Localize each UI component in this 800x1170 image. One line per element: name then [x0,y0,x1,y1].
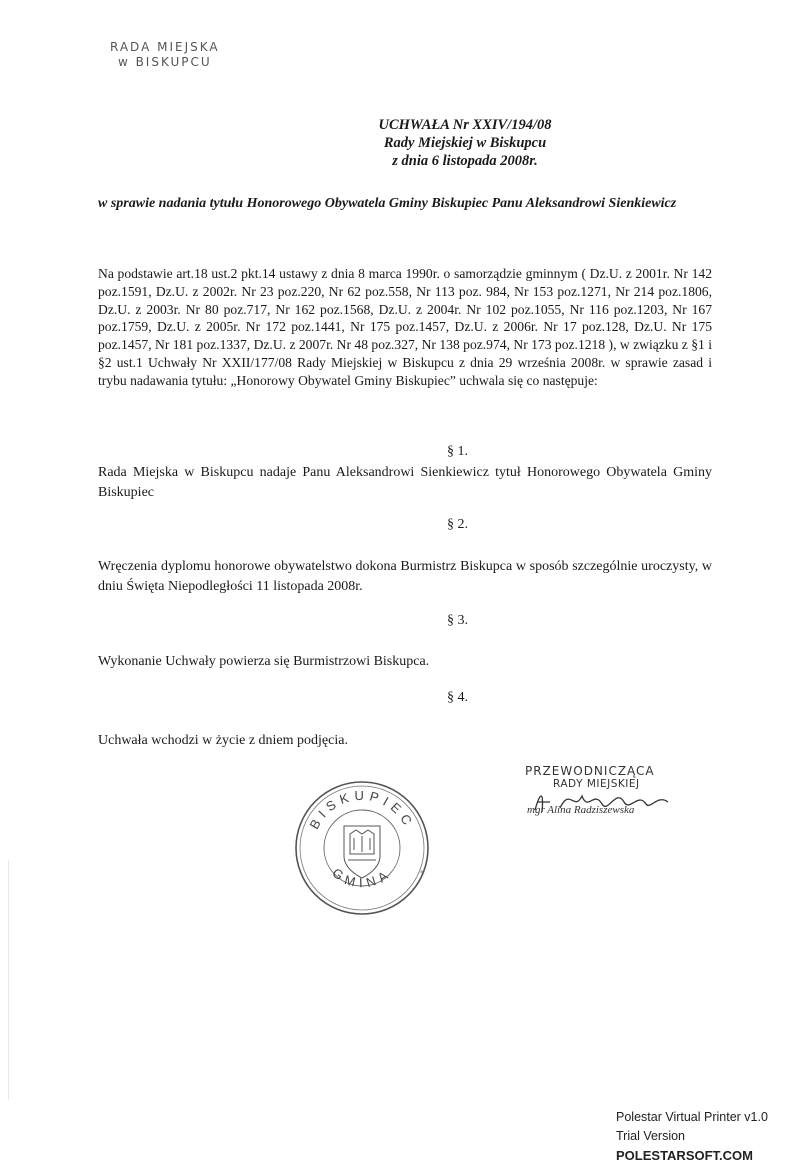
paragraph-2-text: Wręczenia dyplomu honorowe obywatelstwo dokona Burmistrz Biskupca w sposób szczególnie uroczysty, w dniu Święta Niepodległości 11 listopada 2008r. [98,559,712,594]
paragraph-4-text: Uchwała wchodzi w życie z dniem podjęcia. [98,733,348,748]
paragraph-3-sign: § 3. [447,613,468,628]
scan-edge-mark [8,860,9,1100]
svg-text:*: * [420,869,424,878]
paragraph-4-sign: § 4. [447,690,468,705]
watermark-line-1: Polestar Virtual Printer v1.0 [616,1110,768,1124]
handwritten-signature [530,782,680,822]
paragraph-1-text: Rada Miejska w Biskupcu nadaje Panu Aleksandrowi Sienkiewicz tytuł Honorowego Obywatela Gminy Biskupiec [98,465,712,500]
coat-of-arms-icon [344,826,380,878]
resolution-title [0,116,800,170]
paragraph-2-sign: § 2. [447,517,468,532]
seal-top-text: BISKUPIEC [306,787,418,832]
title-line-2: Rady Miejskiej w Biskupcu [383,135,547,151]
seal-bottom-text: GMINA [329,865,395,891]
printer-watermark [616,1108,768,1165]
title-line-1: UCHWAŁA Nr XXIV/194/08 [378,117,552,133]
stamp-line-1: RADA MIEJSKA [110,40,220,54]
legal-basis: Na podstawie art.18 ust.2 pkt.14 ustawy z dnia 8 marca 1990r. o samorządzie gminnym ( Dz.U. z 2001r. Nr 142 poz.1591, Dz.U. z 2002r. Nr 23 poz.220, Nr 62 poz.558, Nr 113 poz. 984, Nr 153 poz.1271, Nr 214 poz.1806, Dz.U. z 2003r. Nr 80 poz.717, Nr 162 poz.1568, Dz.U. z 2004r. Nr 102 poz.1055, Nr 116 poz.1203, Nr 167 poz.1759, Dz.U. z 2005r. Nr 172 poz.1441, Nr 175 poz.1457, Dz.U. z 2006r. Nr 17 poz.128, Dz.U. Nr 175 poz.1457, Nr 181 poz.1337, Dz.U. z 2007r. Nr 48 poz.327, Nr 138 poz.974, Nr 173 poz.1218 ), w związku z §1 i §2 ust.1 Uchwały Nr XXII/177/08 Rady Miejskiej w Biskupcu z dnia 29 września 2008r. w sprawie zasad i trybu nadawania tytułu: „Honorowy Obywatel Gminy Biskupiec” uchwala się co następuje: [98,266,712,388]
stamp-line-2: w BISKUPCU [117,55,212,69]
title-line-3: z dnia 6 listopada 2008r. [392,153,538,169]
signature-name: mgr Alina Radziszewska [527,804,635,816]
resolution-subject: w sprawie nadania tytułu Honorowego Obywatela Gminy Biskupiec Panu Aleksandrowi Sienkiewicz [98,196,677,211]
paragraph-1-sign: § 1. [447,444,468,459]
signature-role-line-1: PRZEWODNICZĄCA [525,764,655,778]
municipal-seal [292,778,432,918]
council-header-stamp [110,40,220,70]
signature-role-line-2: RADY MIEJSKIEJ [553,778,640,790]
watermark-brand: POLESTARSOFT.COM [616,1148,753,1163]
paragraph-3-text: Wykonanie Uchwały powierza się Burmistrzowi Biskupca. [98,654,430,669]
watermark-line-2: Trial Version [616,1129,686,1143]
